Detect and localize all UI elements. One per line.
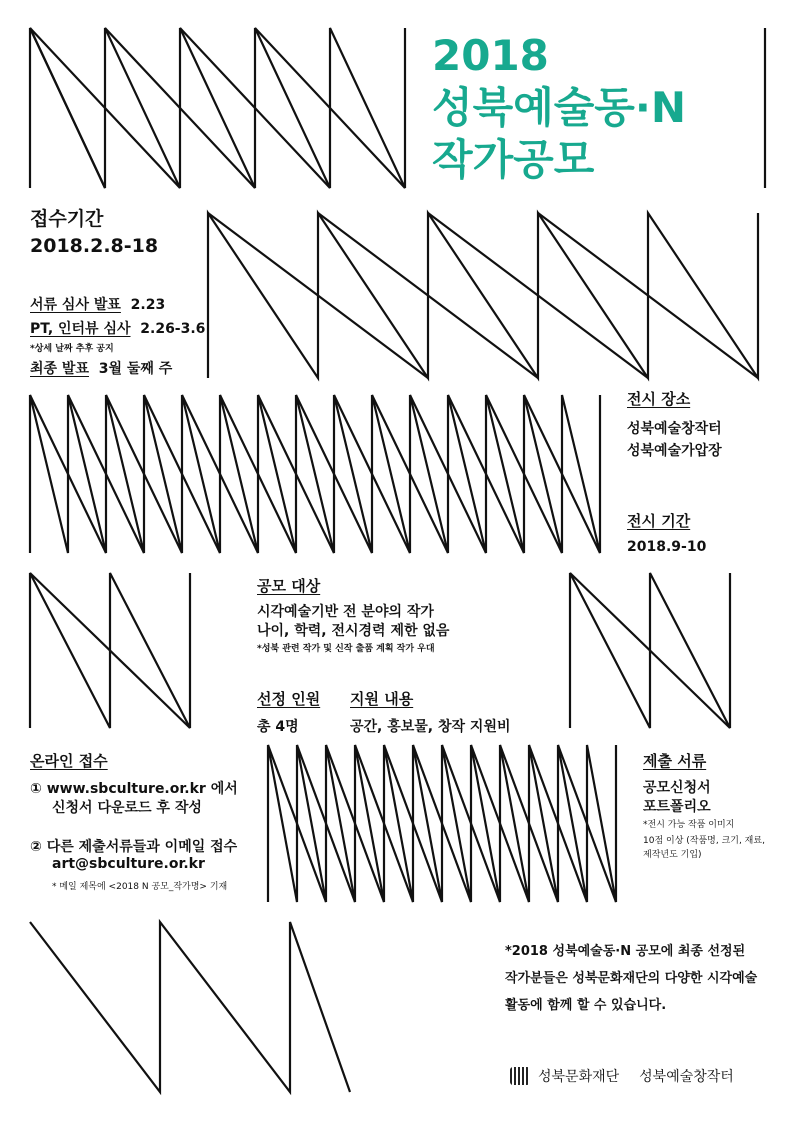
interview-date: 2.26-3.6 xyxy=(140,321,206,337)
studio-name: 성북예술창작터 xyxy=(639,1069,734,1085)
online-heading: 온라인 접수 xyxy=(30,752,108,770)
step-1-line-2: 신청서 다운로드 후 작성 xyxy=(52,800,202,816)
footer-note-line-3: 활동에 함께 할 수 있습니다. xyxy=(505,998,667,1013)
step-1-number: ① xyxy=(30,781,42,797)
venue-heading: 전시 장소 xyxy=(627,390,691,408)
title-subtitle: 작가공모 xyxy=(432,135,595,184)
online-step-1 xyxy=(30,778,238,798)
eligibility-line-2: 나이, 학력, 전시경력 제한 없음 xyxy=(257,623,450,639)
documents-item-2: 포트폴리오 xyxy=(643,799,711,815)
zigzag-row-6 xyxy=(30,922,350,1092)
selection-heading: 선정 인원 xyxy=(257,690,321,708)
doc-review xyxy=(30,294,165,314)
footer-note-line-1: *2018 성북예술동·N 공모에 최종 선정된 xyxy=(505,944,746,959)
reception-heading: 접수기간 xyxy=(30,208,104,230)
step-2-number: ② xyxy=(30,839,42,855)
interview xyxy=(30,318,205,338)
doc-review-label: 서류 심사 발표 xyxy=(30,297,121,313)
documents-heading: 제출 서류 xyxy=(643,752,707,770)
title-name: 성북예술동·N xyxy=(432,83,686,132)
footer-note xyxy=(505,938,757,1019)
sponsor-logos xyxy=(510,1066,734,1086)
online-step-2 xyxy=(30,836,237,856)
title-year: 2018 xyxy=(432,31,549,80)
poster-title xyxy=(432,30,686,186)
interview-label: PT, 인터뷰 심사 xyxy=(30,321,131,337)
documents-note-2: 10점 이상 (작품명, 크기, 재료, xyxy=(643,836,765,846)
doc-review-date: 2.23 xyxy=(130,297,166,313)
footer-note-line-2: 작가분들은 성북문화재단의 다양한 시각예술 xyxy=(505,971,758,986)
eligibility-note: *성북 관련 작가 및 신작 출품 계획 작가 우대 xyxy=(257,644,435,654)
reception-dates: 2018.2.8-18 xyxy=(30,235,159,257)
selection-value: 총 4명 xyxy=(257,719,299,735)
final-label: 최종 발표 xyxy=(30,361,89,377)
eligibility-line-1: 시각예술기반 전 분야의 작가 xyxy=(257,604,434,620)
zigzag-row-1a xyxy=(30,28,405,188)
final-date: 3월 둘째 주 xyxy=(98,361,173,377)
documents-note-3: 제작년도 기입) xyxy=(643,850,702,860)
foundation-logo-icon xyxy=(510,1067,530,1085)
zigzag-row-1b xyxy=(30,28,105,188)
step-2-line-1: 다른 제출서류들과 이메일 접수 xyxy=(46,839,238,855)
eligibility-heading: 공모 대상 xyxy=(257,577,321,595)
support-value: 공간, 홍보물, 창작 지원비 xyxy=(350,719,511,735)
documents-item-1: 공모신청서 xyxy=(643,780,711,796)
foundation-name: 성북문화재단 xyxy=(538,1069,620,1085)
step-1-line-1: www.sbculture.or.kr 에서 xyxy=(46,781,238,797)
zigzag-row-2 xyxy=(208,213,758,378)
venue-2: 성북예술가압장 xyxy=(627,443,722,459)
support-heading: 지원 내용 xyxy=(350,690,414,708)
zigzag-row-3 xyxy=(30,395,600,553)
final-announcement xyxy=(30,358,172,378)
application-email: art@sbculture.or.kr xyxy=(52,856,205,872)
period-value: 2018.9-10 xyxy=(627,539,707,555)
venue-1: 성북예술창작터 xyxy=(627,421,722,437)
documents-note-1: *전시 가능 작품 이미지 xyxy=(643,820,735,830)
online-note: * 메일 제목에 <2018 N 공모_작가명> 기재 xyxy=(52,882,228,892)
period-heading: 전시 기간 xyxy=(627,512,691,530)
interview-note: *상세 날짜 추후 공지 xyxy=(30,344,114,354)
